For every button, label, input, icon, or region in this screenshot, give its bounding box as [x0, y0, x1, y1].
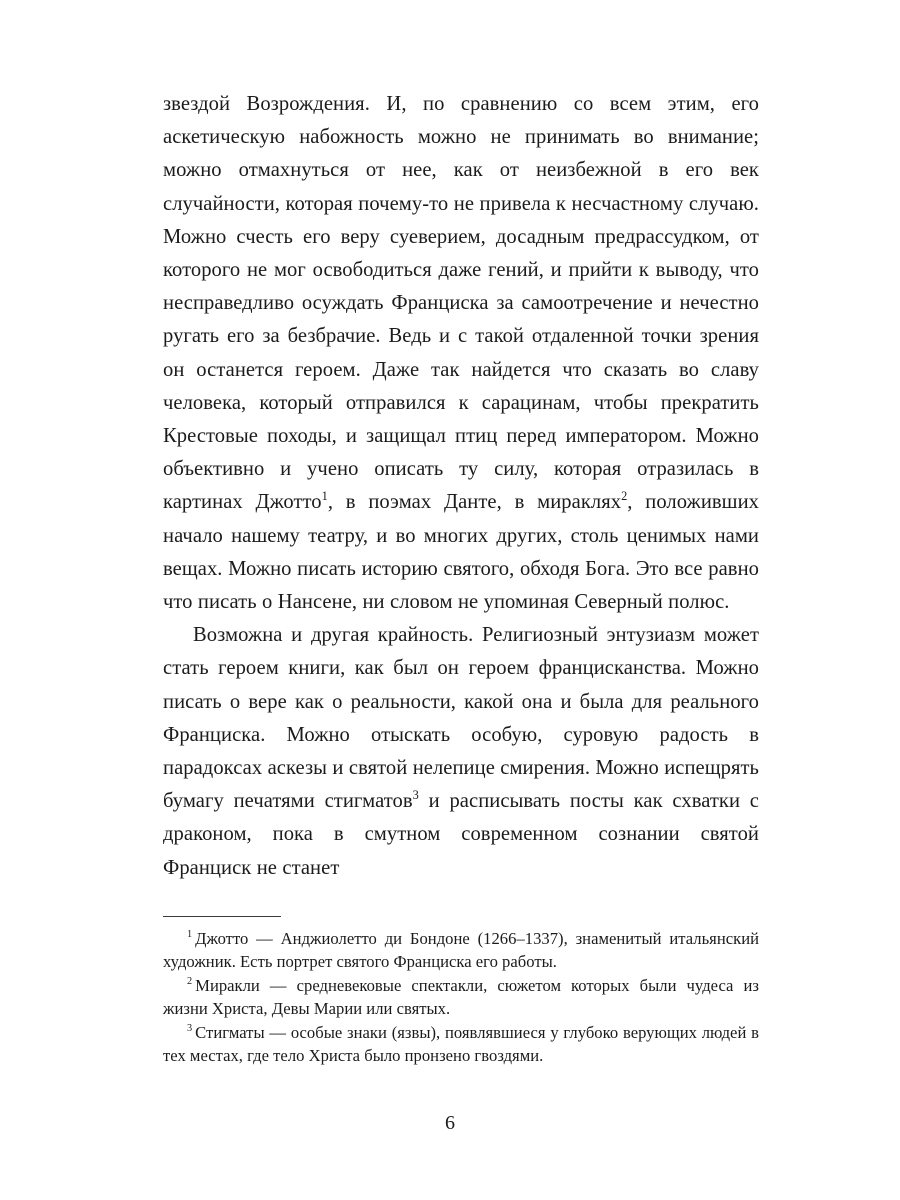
footnote-reference[interactable]: 2 [621, 489, 628, 504]
footnote-marker: 1 [187, 929, 193, 941]
footnote-reference[interactable]: 3 [412, 788, 419, 803]
footnote-item: $^2$ Миракли — средневековые спектакли, сюжетом которых были чудеса из жизни Христа, Девы Марии или святых. [163, 975, 759, 1019]
footnote-marker: 3 [187, 1023, 193, 1035]
body-text-block [163, 88, 759, 885]
footnote-section [163, 916, 759, 1067]
body-paragraph: звездой Возрождения. И, по сравнению со всем этим, его аскетическую набожность можно не принимать во внимание; можно отмахнуться от нее, как от неизбежной в его век случайности, которая почему-то не привела к несчастному случаю. Можно счесть его веру суеверием, досадным предрассудком, от которого не мог освободиться даже гений, и прийти к выводу, что несправедливо осуждать Франциска за самоотречение и нечестно ругать его за безбрачие. Ведь и с такой отдаленной точки зрения он останется героем. Даже так найдется что сказать во славу человека, который отправился к сарацинам, чтобы прекратить Крестовые походы, и защищал птиц перед императором. Можно объективно и учено описать ту силу, которая отразилась в картинах Джотто$^1$, в поэмах Данте, в мираклях$^2$, положивших начало нашему театру, и во многих других, столь ценимых нами вещах. Можно писать историю святого, обходя Бога. Это все равно что писать о Нансене, ни словом не упоминая Северный полюс. [163, 93, 759, 614]
footnote-marker: 2 [187, 976, 193, 988]
footnote-item: $^1$ Джотто — Анджиолетто ди Бондоне (1266–1337), знаменитый итальянский художник. Есть портрет святого Франциска его работы. [163, 929, 759, 972]
page-number: 6 [445, 1112, 455, 1134]
footnote-item: $^3$ Стигматы — особые знаки (язвы), появлявшиеся у глубоко верующих людей в тех местах, где тело Христа было пронзено гвоздями. [163, 1022, 759, 1066]
footnote-reference[interactable]: 1 [321, 489, 328, 504]
footnote-separator-rule [163, 916, 281, 917]
body-paragraph: Возможна и другая крайность. Религиозный энтузиазм может стать героем книги, как был он героем францисканства. Можно писать о вере как о реальности, какой она и была для реального Франциска. Можно отыскать особую, суровую радость в парадоксах аскезы и святой нелепице смирения. Можно испещрять бумагу печатями стигматов$^3$ и расписывать посты как схватки с драконом, пока в смутном современном сознании святой Франциск не станет [163, 624, 760, 879]
